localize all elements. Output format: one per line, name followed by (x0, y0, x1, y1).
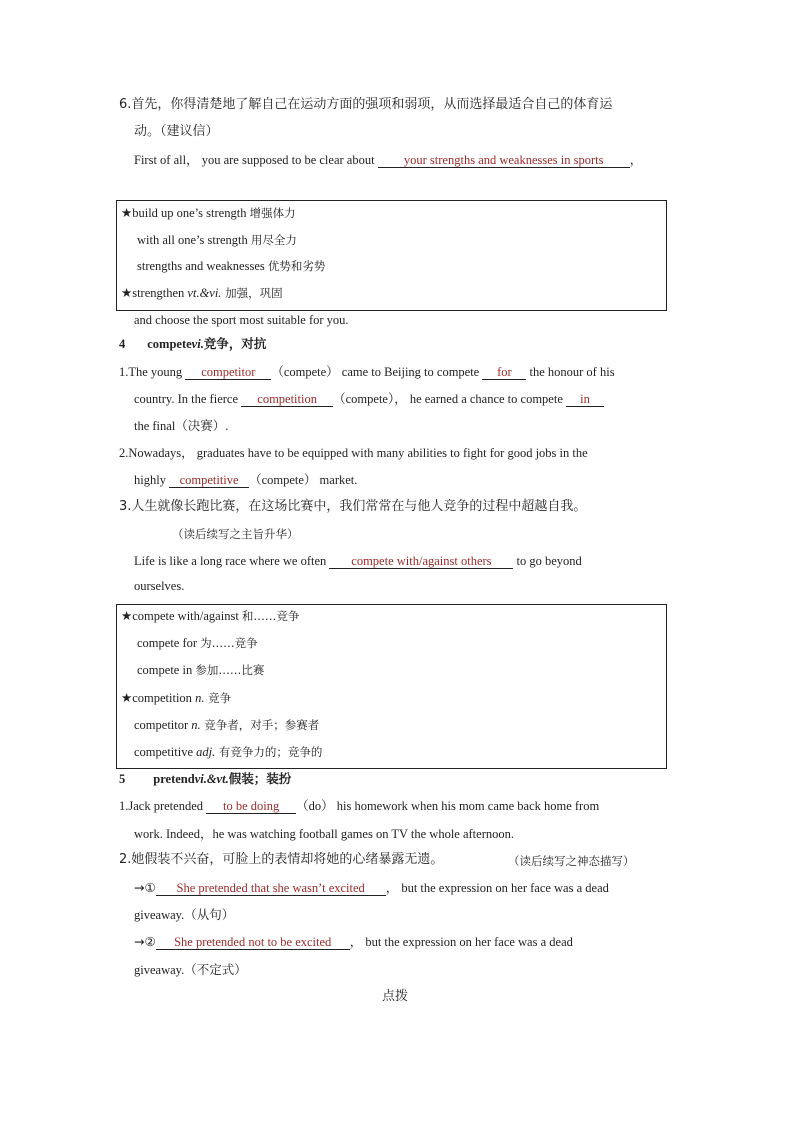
box2-l4-en: competition (132, 691, 196, 705)
box2-l6-pos: adj. (196, 745, 216, 759)
box1-l4-zh: 加强，巩固 (221, 286, 283, 300)
sec4-q2-blank: competitive (169, 473, 249, 488)
sec4-q1-d: country. In the fierce (134, 392, 242, 406)
sec4-q2-b: highly (134, 473, 170, 487)
sec4-q3-en-line2: ourselves. (134, 579, 185, 593)
star-icon: ★ (121, 206, 133, 220)
sec5-num: 5 (119, 772, 126, 786)
sec4-num: 4 (119, 337, 126, 351)
sec5-r1-blank: She pretended that she wasn’t excited (156, 881, 386, 896)
sec4-q3-zh2: （读后续写之主旨升华） (172, 527, 299, 541)
box1-line3 (137, 258, 325, 274)
sec5-r2-blank: She pretended not to be excited (156, 935, 350, 950)
box1-l3-zh: 优势和劣势 (267, 259, 326, 273)
box2-l3-zh: 参加……比赛 (195, 663, 265, 677)
box1-l3-en: strengths and weaknesses (137, 259, 268, 273)
box2-l2-zh: 为……竞争 (200, 636, 258, 650)
item6-answer-blank: your strengths and weaknesses in sports (378, 153, 630, 168)
sec4-q1-blank4: in (566, 392, 604, 407)
box1-l1-en: build up one’s strength (132, 206, 250, 220)
box2-l6-zh: 有竞争力的；竞争的 (215, 745, 323, 759)
item6-en-prefix: First of all， you are supposed to be clear about (134, 153, 378, 167)
sec4-q1-line1 (119, 364, 615, 380)
sec5-q2-zh: 2.她假装不兴奋，可脸上的表情却将她的心绪暴露无遗。 (119, 852, 444, 867)
box1-line2 (137, 232, 297, 248)
sec4-q3-en-line1 (134, 553, 582, 569)
box2-line2 (137, 635, 258, 651)
item6-en-continuation: and choose the sport most suitable for you. (134, 313, 349, 327)
sec5-word: pretend (153, 772, 195, 786)
sec5-q1-b: （do） his homework when his mom came back home from (296, 799, 600, 813)
box2-l5-pos: n. (191, 718, 201, 732)
sec4-q1-c: the honour of his (526, 365, 615, 379)
item6-zh-line2: 动。（建议信） (134, 124, 219, 139)
box2-line6 (134, 744, 322, 760)
star-icon: ★ (121, 691, 133, 705)
sec4-q2-c: （compete） market. (249, 473, 358, 487)
sec5-q2-tag: （读后续写之神态描写） (508, 854, 635, 868)
sec4-q1-line2 (134, 391, 604, 407)
item6-en-suffix: ， (629, 153, 643, 167)
sec5-pos: vi.&vt. (194, 772, 229, 786)
sec4-q1-blank1: competitor (185, 365, 271, 380)
box1-line1 (121, 205, 296, 221)
sec5-r1-line2: giveaway.（从句） (134, 908, 235, 922)
sec5-q1-a: 1.Jack pretended (119, 799, 207, 813)
sec5-r1-b: ， but the expression on her face was a dead (385, 881, 609, 895)
box2-l5-zh: 竞争者，对手；参赛者 (200, 718, 320, 732)
sec4-q1-line3: the final（决赛）. (134, 419, 229, 433)
star-icon: ★ (121, 609, 133, 623)
sec4-q1-a: 1.The young (119, 365, 186, 379)
footer-label: 点拨 (382, 989, 409, 1004)
sec4-word: compete (147, 337, 192, 351)
sec5-q1-blank: to be doing (206, 799, 296, 814)
box2-l6-en: competitive (134, 745, 197, 759)
box1-l4-pos: vt.&vi. (187, 286, 222, 300)
box1-l2-en: with all one’s strength (137, 233, 251, 247)
box2-l4-zh: 竞争 (204, 691, 232, 705)
sec5-r1-line1 (134, 880, 609, 896)
box2-l5-en: competitor (134, 718, 192, 732)
sec5-r2-b: ， but the expression on her face was a dead (349, 935, 573, 949)
sec4-meaning: 竞争，对抗 (203, 336, 267, 351)
sec4-heading (119, 336, 266, 352)
sec4-q3-zh1: 3.人生就像长跑比赛，在这场比赛中，我们常常在与他人竞争的过程中超越自我。 (119, 499, 587, 514)
box2-l1-en: compete with/against (132, 609, 242, 623)
sec4-q3-en-b: to go beyond (513, 554, 582, 568)
box2-l3-en: compete in (137, 663, 196, 677)
sec5-q1-line2: work. Indeed，he was watching football games on TV the whole afternoon. (134, 827, 514, 841)
sec5-r2-line1 (134, 934, 573, 950)
box2-line1 (121, 608, 299, 624)
sec4-q1-b: （compete） came to Beijing to compete (271, 365, 483, 379)
sec4-q1-e: （compete）， he earned a chance to compete (333, 392, 566, 406)
box2-l4-pos: n. (195, 691, 205, 705)
sec5-r2-mark: →② (134, 934, 156, 949)
box1-l4-en: strengthen (132, 286, 188, 300)
compete-note-box (116, 604, 667, 769)
sec5-r2-line2: giveaway.（不定式） (134, 963, 247, 977)
strength-note-box (116, 200, 667, 311)
box1-l1-zh: 增强体力 (249, 206, 296, 220)
box2-line4 (121, 690, 231, 706)
sec5-q1-line1 (119, 798, 599, 814)
star-icon: ★ (121, 286, 133, 300)
sec4-q3-en-a: Life is like a long race where we often (134, 554, 330, 568)
sec5-r1-mark: →① (134, 880, 156, 895)
box2-line5 (134, 717, 319, 733)
sec4-pos: vi. (191, 337, 204, 351)
item6-en-line (134, 152, 642, 168)
item6-zh-line1: 6.首先，你得清楚地了解自己在运动方面的强项和弱项，从而选择最适合自己的体育运 (119, 97, 613, 112)
sec5-heading (119, 771, 291, 787)
box2-l1-zh: 和……竞争 (241, 609, 300, 623)
box1-l2-zh: 用尽全力 (250, 233, 297, 247)
sec4-q3-blank: compete with/against others (329, 554, 513, 569)
box2-l2-en: compete for (137, 636, 201, 650)
box1-line4 (121, 285, 283, 301)
sec4-q1-blank3: competition (241, 392, 333, 407)
sec5-meaning: 假装；装扮 (228, 771, 292, 786)
sec4-q1-blank2: for (482, 365, 526, 380)
sec4-q2-line2 (134, 472, 357, 488)
sec4-q2-line1: 2.Nowadays， graduates have to be equipped with many abilities to fight for good jobs in the (119, 446, 588, 460)
box2-line3 (137, 662, 264, 678)
